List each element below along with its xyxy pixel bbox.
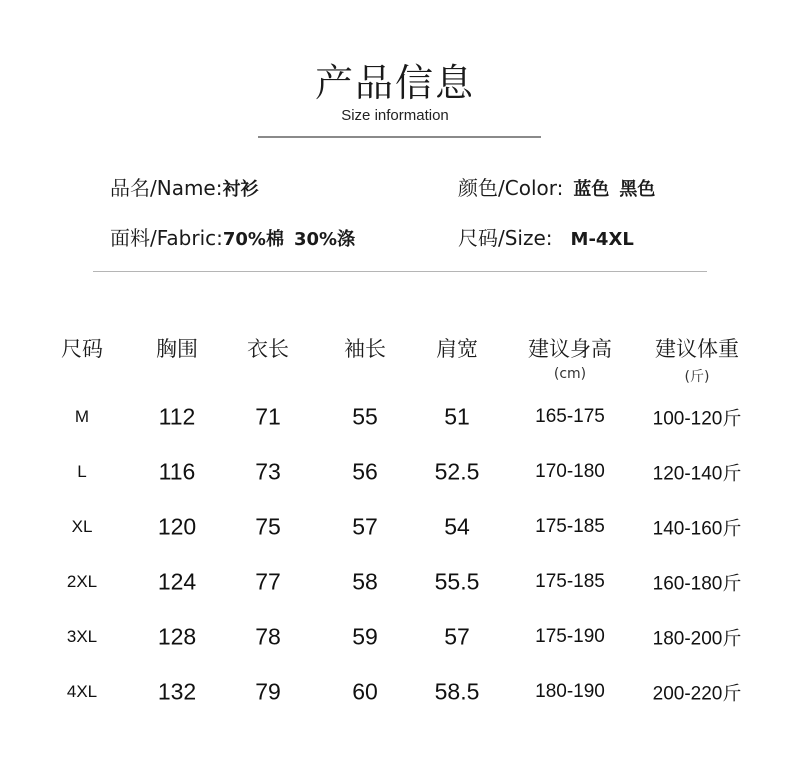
- table-cell: 165-175: [535, 406, 605, 427]
- title-divider: [258, 136, 541, 138]
- table-cell: M: [74, 407, 90, 426]
- table-cell: L: [77, 462, 87, 481]
- info-color-label: 颜色/Color:: [458, 176, 564, 200]
- table-cell: 60: [352, 678, 378, 705]
- table-cell: XL: [71, 517, 93, 536]
- table-cell: 52.5: [434, 458, 480, 485]
- page-subtitle: Size information: [341, 107, 449, 124]
- table-cell: 200-220斤: [652, 683, 742, 705]
- table-cell: 124: [157, 568, 197, 595]
- table-cell: 120-140斤: [652, 463, 742, 485]
- table-cell: 100-120斤: [652, 408, 742, 430]
- table-cell: 78: [255, 623, 281, 650]
- table-cell: 132: [157, 678, 197, 705]
- table-cell: 71: [255, 403, 281, 430]
- table-cell: 55.5: [434, 568, 480, 595]
- table-cell: 128: [157, 623, 197, 650]
- table-cell: 79: [255, 678, 281, 705]
- table-header-unit: (斤): [684, 369, 710, 385]
- table-header-cell: 尺码: [61, 337, 103, 361]
- info-color: [458, 172, 655, 201]
- info-color-value-2: 黑色: [619, 179, 656, 200]
- info-size-label: 尺码/Size:: [458, 226, 553, 250]
- table-header-cell: 建议身高: [528, 337, 612, 361]
- table-cell: 54: [444, 513, 470, 540]
- table-cell: 75: [255, 513, 281, 540]
- table-cell: 180-200斤: [652, 628, 742, 650]
- table-cell: 55: [352, 403, 378, 430]
- table-cell: 175-185: [535, 571, 605, 592]
- table-header-cell: 肩宽: [436, 337, 478, 361]
- table-cell: 140-160斤: [652, 518, 742, 540]
- info-fabric-value-1: 70%棉: [222, 229, 284, 250]
- table-cell: 59: [352, 623, 378, 650]
- info-divider: [93, 271, 707, 272]
- table-cell: 170-180: [535, 461, 605, 482]
- table-cell: 160-180斤: [652, 573, 742, 595]
- info-fabric-value-2: 30%涤: [293, 229, 356, 250]
- info-name-value: 衬衫: [222, 179, 259, 200]
- table-cell: 3XL: [66, 627, 98, 646]
- info-size-value: M-4XL: [570, 229, 634, 250]
- info-color-value-1: 蓝色: [573, 179, 610, 200]
- table-cell: 73: [255, 458, 281, 485]
- table-cell: 77: [255, 568, 281, 595]
- table-cell: 180-190: [535, 681, 605, 702]
- table-cell: 51: [444, 403, 470, 430]
- table-cell: 58: [352, 568, 378, 595]
- table-cell: 58.5: [434, 678, 480, 705]
- table-header-unit: (cm): [553, 366, 587, 382]
- table-header-cell: 袖长: [344, 337, 386, 361]
- info-fabric-label: 面料/Fabric:: [110, 226, 223, 250]
- table-cell: 175-190: [535, 626, 605, 647]
- info-fabric: [110, 222, 355, 251]
- table-header-cell: 胸围: [156, 337, 198, 361]
- table-header-cell: 建议体重: [655, 337, 739, 361]
- info-name: [110, 172, 258, 201]
- page-title: 产品信息: [314, 61, 475, 105]
- info-name-label: 品名/Name:: [110, 176, 223, 200]
- table-cell: 112: [158, 403, 196, 430]
- table-cell: 56: [352, 458, 378, 485]
- table-cell: 116: [158, 458, 196, 485]
- table-header-cell: 衣长: [247, 337, 289, 361]
- table-cell: 57: [444, 623, 470, 650]
- table-cell: 2XL: [66, 572, 98, 591]
- table-cell: 57: [352, 513, 378, 540]
- table-cell: 175-185: [535, 516, 605, 537]
- table-cell: 4XL: [66, 682, 98, 701]
- info-size: [458, 222, 634, 251]
- table-cell: 120: [157, 513, 197, 540]
